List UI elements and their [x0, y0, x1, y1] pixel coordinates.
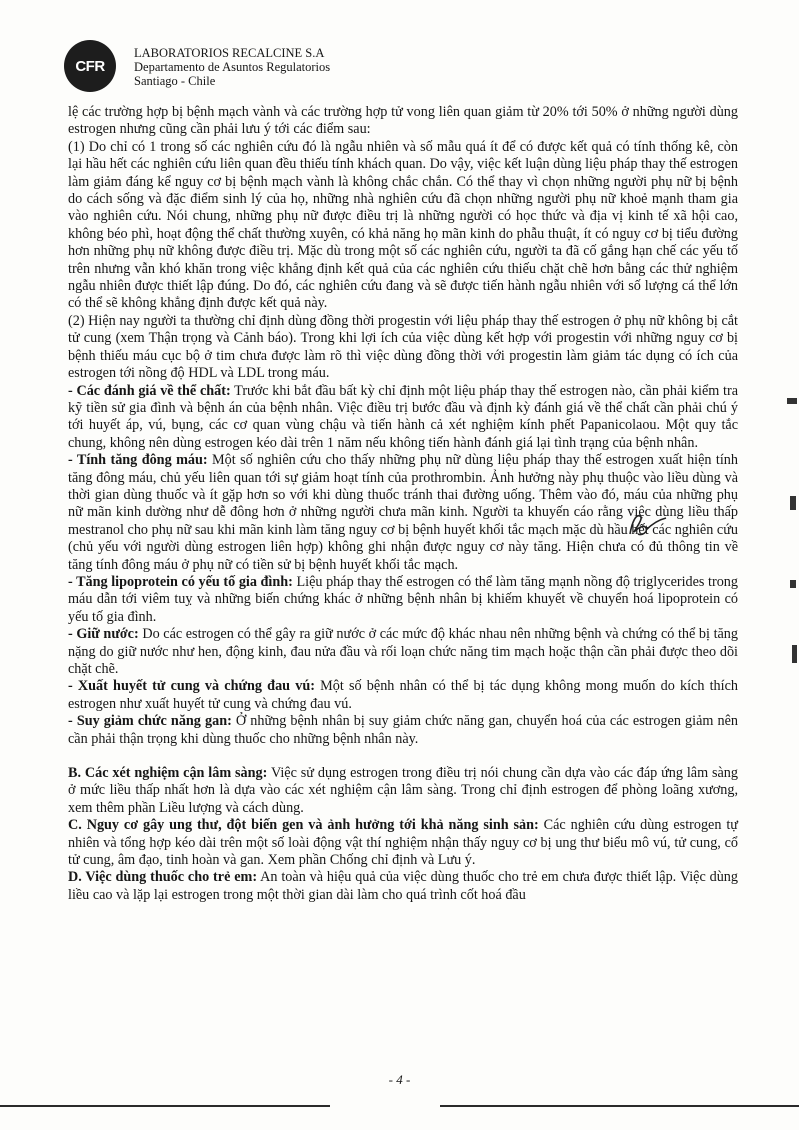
- location: Santiago - Chile: [134, 74, 216, 88]
- section-lipoprotein: [68, 574, 738, 626]
- section-text: Liệu pháp thay thế estrogen có thể làm tăng mạnh nồng độ triglycerides trong máu dẫn tới viêm tuỵ và những biến chứng khác ở những bệnh nhân bị khiếm khuyết về chuyển hoá lipoprotein có yếu tố gia đình.: [68, 573, 738, 625]
- section-text: An toàn và hiệu quả của việc dùng thuốc cho trẻ em chưa được thiết lập. Việc dùng liều cao và lặp lại estrogen trong một thời gian dài làm cho quá trình cốt hoá đầu: [68, 869, 738, 903]
- company-logo: CFR: [64, 40, 116, 92]
- document-body: [68, 104, 738, 904]
- organization-info: [134, 46, 330, 88]
- org-name: LABORATORIOS RECALCINE S.A: [134, 46, 325, 60]
- section-liver-impairment: [68, 713, 738, 748]
- department: Departamento de Asuntos Regulatorios: [134, 60, 331, 74]
- bottom-rule-right: [440, 1105, 799, 1107]
- section-title: C. Nguy cơ gây ung thư, đột biến gen và ảnh hưởng tới khả năng sinh sản:: [68, 817, 539, 834]
- section-d-pediatric-use: [68, 869, 738, 904]
- section-title: - Xuất huyết tử cung và chứng đau vú:: [68, 678, 315, 695]
- section-title: - Các đánh giá về thể chất:: [68, 382, 231, 399]
- section-title: B. Các xét nghiệm cận lâm sàng:: [68, 765, 268, 782]
- section-title: D. Việc dùng thuốc cho trẻ em:: [68, 869, 258, 886]
- section-text: Một số bệnh nhân có thể bị tác dụng không mong muốn do kích thích estrogen như xuất huyết tử cung và chứng đau vú.: [68, 678, 738, 712]
- section-b-lab-tests: [68, 765, 738, 817]
- section-water-retention: [68, 626, 738, 678]
- section-c-carcinogenesis: [68, 817, 738, 869]
- paragraph-intro: lệ các trường hợp bị bệnh mạch vành và các trường hợp tử vong liên quan giảm từ 20% tới 50% ở những người dùng estrogen nhưng cũng cần phải lưu ý tới các điểm sau:: [68, 104, 738, 138]
- scan-mark: [790, 580, 796, 588]
- section-title: - Tăng lipoprotein có yếu tố gia đình:: [68, 573, 293, 590]
- paragraph-point-1: (1) Do chỉ có 1 trong số các nghiên cứu đó là ngẫu nhiên và số mẫu quá ít để có được kết quả có tính thống kê, còn lại hầu hết các nghiên cứu liên quan đều thiếu tính khách quan. Do vậy, việc kết luận dùng liệu pháp thay thế estrogen làm giảm đáng kể nguy cơ bị bệnh mạch vành là không chắc chắn. Có thể thay vì chọn những người phụ nữ bị bệnh do cách sống và đặc điểm sinh lý của họ, những nhà nghiên cứu đã chọn những người phụ nữ khoẻ mạnh tham gia vào nghiên cứu. Nói chung, những phụ nữ được điều trị là những người có học thức và địa vị kinh tế xã hội cao, không béo phì, hoạt động thể chất thường xuyên, có khả năng họ mãn kinh do phẫu thuật, ít có nguy cơ bị tiểu đường hơn những phụ nữ không được điều trị. Mặc dù trong một số các nghiên cứu, người ta đã cố gắng hạn chế các yếu tố trên nhưng vẫn khó khăn trong việc khẳng định kết quả của các nghiên cứu thiếu chặt chẽ hơn bằng các thử nghiệm ngẫu nhiên được thiết lập đúng. Do đó, các nghiên cứu đang và sẽ được tiến hành ngẫu nhiên với số lượng cá thể lớn có thể sẽ không khẳng định được kết quả này.: [68, 138, 738, 312]
- page-number: - 4 -: [388, 1072, 411, 1087]
- bottom-rule-left: [0, 1105, 330, 1107]
- scan-mark: [792, 645, 797, 663]
- section-title: - Suy giảm chức năng gan:: [68, 713, 232, 730]
- section-text: Một số nghiên cứu cho thấy những phụ nữ dùng liệu pháp thay thế estrogen xuất hiện tính tăng đông máu, chủ yếu liên quan tới sự giảm hoạt tính của prothrombin. Ảnh hưởng này phụ thuộc vào liều dùng và thời gian dùng thuốc và ít gặp hơn so với khi dùng thuốc tránh thai đường uống. Thêm vào đó, máu của những phụ nữ mãn kinh dường như dễ đông hơn ở những người chưa mãn kinh. Người ta khuyến cáo rằng việc dùng liều thấp mestranol cho phụ nữ sau khi mãn kinh làm tăng nguy cơ bị bệnh huyết khối tắc mạch mặc dù hầu hết các nghiên cứu (chủ yếu với người dùng estrogen liên hợp) không ghi nhận được nguy cơ này tăng. Hiện chưa có đủ thông tin về tăng tính đông máu ở phụ nữ có tiền sử bị bệnh huyết khối tắc mạch.: [68, 452, 738, 573]
- section-uterine-bleeding: [68, 678, 738, 713]
- handwritten-initials: [624, 510, 668, 540]
- section-text: Các nghiên cứu dùng estrogen tự nhiên và tổng hợp kéo dài trên một số loài động vật thí nghiệm nhận thấy nguy cơ bị ung thư biểu mô vú, tử cung, cổ tử cung, âm đạo, tinh hoàn và gan. Xem phần Chống chỉ định và Lưu ý.: [68, 817, 738, 869]
- section-text: Việc sử dụng estrogen trong điều trị nói chung cần dựa vào các đáp ứng lâm sàng ở mức liều thấp nhất hơn là dựa vào các xét nghiệm cận lâm sàng. Trong chỉ định estrogen để phòng loãng xương, xem thêm phần Liều lượng và cách dùng.: [68, 765, 738, 816]
- spacer: [68, 748, 738, 765]
- section-title: - Giữ nước:: [68, 626, 139, 643]
- paragraph-point-2: (2) Hiện nay người ta thường chỉ định dùng đồng thời progestin với liệu pháp thay thế estrogen ở phụ nữ không bị cắt tử cung (xem Thận trọng và Cảnh báo). Trong khi lợi ích của việc dùng kết hợp với progestin với những nguy cơ bị bệnh thiếu máu cục bộ ở tim chưa được làm rõ thì việc dùng đồng thời với progestin làm giảm tác dụng có ích của estrogen tới nồng độ HDL và LDL trong máu.: [68, 312, 738, 382]
- scan-mark: [790, 496, 796, 510]
- section-physical-exam: [68, 383, 738, 453]
- section-title: - Tính tăng đông máu:: [68, 452, 208, 469]
- section-text: Ở những bệnh nhân bị suy giảm chức năng gan, chuyển hoá của các estrogen giảm nên cần phải thận trọng khi dùng thuốc cho những bệnh nhân này.: [68, 713, 738, 747]
- section-text: Do các estrogen có thể gây ra giữ nước ở các mức độ khác nhau nên những bệnh và chứng có thể bị tăng nặng do giữ nước như hen, động kinh, đau nửa đầu và rối loạn chức năng tim mạch hoặc thận cần phải được theo dõi chặt chẽ.: [68, 626, 738, 677]
- section-text: Trước khi bắt đầu bất kỳ chỉ định một liệu pháp thay thế estrogen nào, cần phải kiểm tra kỹ tiền sử gia đình và bệnh án của bệnh nhân. Việc điều trị bước đầu và định kỳ đánh giá về thể chất cần phải chú ý tới huyết áp, vú, bụng, các cơ quan vùng chậu và tiến hành cả xét nghiệm kính phết Papanicolaou. Một quy tắc chung, không nên dùng estrogen kéo dài trên 1 năm nếu không tiến hành đánh giá lại tình trạng của bệnh nhân.: [68, 382, 738, 451]
- scan-mark: [787, 398, 797, 404]
